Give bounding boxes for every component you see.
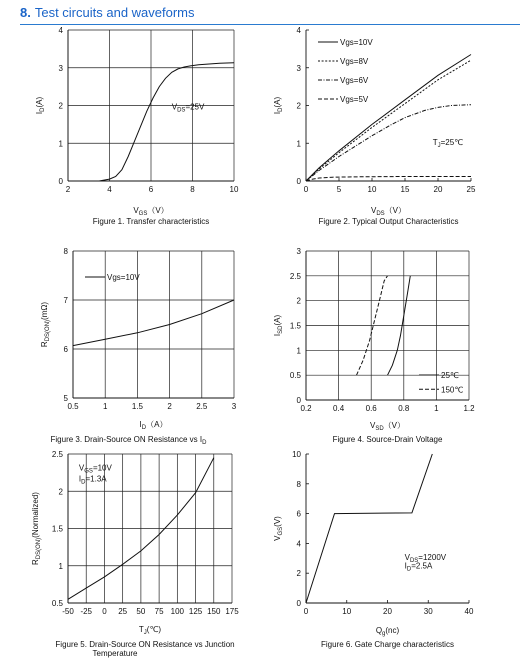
annotation-label: $I_D=2.5A$ bbox=[404, 561, 433, 573]
y-tick-label: 1 bbox=[58, 139, 63, 149]
x-tick-label: 10 bbox=[342, 607, 352, 616]
x-tick-label: 0.6 bbox=[365, 404, 377, 413]
x-tick-label: 5 bbox=[336, 185, 342, 194]
y-tick-label: 1 bbox=[296, 346, 301, 356]
x-tick-label: 1 bbox=[102, 402, 108, 411]
y-tick-label: 4 bbox=[296, 26, 301, 35]
annotation-label: $T_J=25℃$ bbox=[432, 138, 464, 150]
x-tick-label: -50 bbox=[62, 607, 74, 616]
figure-caption: Figure 2. Typical Output Characteristics bbox=[318, 217, 459, 226]
legend-label: Vgs=6V bbox=[340, 76, 369, 85]
series-line-4 bbox=[306, 177, 471, 182]
series-line-1 bbox=[73, 300, 234, 346]
x-tick-label: 6 bbox=[148, 185, 154, 194]
series-line-1 bbox=[306, 55, 471, 182]
section-number: 8. bbox=[20, 5, 31, 20]
x-axis-label: $Q_g(nc)$ bbox=[375, 626, 400, 637]
chart-2 bbox=[273, 26, 476, 226]
x-axis-label: $V_{SD}(V)$ bbox=[369, 421, 406, 432]
y-tick-label: 0 bbox=[296, 396, 301, 405]
x-tick-label: -25 bbox=[80, 607, 93, 616]
figure-caption: Figure 3. Drain-Source ON Resistance vs $I_D$ bbox=[50, 435, 207, 446]
x-tick-label: 175 bbox=[225, 607, 239, 616]
y-tick-label: 0.5 bbox=[51, 599, 63, 608]
y-tick-label: 3 bbox=[296, 63, 301, 73]
y-tick-label: 6 bbox=[63, 345, 68, 354]
y-tick-label: 4 bbox=[296, 539, 301, 549]
x-tick-label: 125 bbox=[188, 607, 203, 616]
x-tick-label: 20 bbox=[383, 607, 392, 616]
legend-label: 25℃ bbox=[441, 371, 459, 380]
x-tick-label: 75 bbox=[154, 607, 164, 616]
chart-4 bbox=[273, 247, 475, 444]
chart-5 bbox=[31, 450, 239, 658]
y-tick-label: 1.5 bbox=[51, 524, 63, 534]
x-tick-label: 4 bbox=[107, 185, 112, 194]
legend-label: Vgs=10V bbox=[340, 38, 373, 47]
x-tick-label: 15 bbox=[400, 185, 410, 194]
x-tick-label: 0.5 bbox=[67, 402, 79, 411]
y-axis-label: $R_{DS(ON)}(Normalized)$ bbox=[31, 492, 42, 565]
legend-label: Vgs=10V bbox=[107, 273, 140, 282]
section-title: Test circuits and waveforms bbox=[34, 5, 195, 20]
y-axis-label: $I_{SD}(A)$ bbox=[273, 314, 284, 337]
y-axis-label: $V_{GS}(V)$ bbox=[273, 516, 284, 541]
x-tick-label: 40 bbox=[464, 607, 474, 616]
legend-label: Vgs=8V bbox=[340, 57, 369, 66]
y-tick-label: 7 bbox=[63, 296, 68, 305]
y-axis-label: $R_{DS(ON)}(m\Omega)$ bbox=[40, 301, 51, 348]
y-tick-label: 1 bbox=[58, 561, 63, 571]
x-tick-label: 3 bbox=[231, 402, 237, 411]
x-tick-label: 30 bbox=[423, 607, 433, 616]
y-tick-label: 0 bbox=[296, 599, 301, 608]
annotation-label: $V_{GS}=10V$ bbox=[78, 463, 112, 475]
x-tick-label: 50 bbox=[136, 607, 146, 616]
x-tick-label: 0 bbox=[102, 607, 107, 616]
chart-1 bbox=[35, 26, 239, 226]
x-tick-label: 10 bbox=[367, 185, 377, 194]
y-tick-label: 3 bbox=[296, 247, 301, 256]
x-tick-label: 2 bbox=[65, 185, 71, 194]
y-tick-label: 5 bbox=[63, 394, 68, 403]
x-tick-label: 25 bbox=[466, 185, 476, 194]
chart-3 bbox=[40, 247, 237, 446]
y-tick-label: 1 bbox=[296, 139, 301, 149]
annotation-label: $V_{DS}=1200V$ bbox=[404, 552, 447, 564]
y-tick-label: 1.5 bbox=[289, 321, 301, 331]
y-tick-label: 2 bbox=[296, 569, 301, 579]
figure-caption: Figure 4. Source-Drain Voltage bbox=[332, 435, 443, 444]
y-tick-label: 2 bbox=[58, 101, 63, 111]
x-tick-label: 0 bbox=[303, 607, 309, 616]
x-tick-label: 1.2 bbox=[463, 404, 475, 413]
y-tick-label: 0 bbox=[296, 177, 301, 186]
y-tick-label: 10 bbox=[292, 450, 301, 459]
y-tick-label: 0 bbox=[58, 177, 63, 186]
chart-6 bbox=[273, 450, 474, 649]
x-tick-label: 0.2 bbox=[300, 404, 312, 413]
series-line-1 bbox=[306, 454, 432, 603]
x-tick-label: 1.5 bbox=[131, 402, 143, 411]
figure-caption: Figure 5. Drain-Source ON Resistance vs Junction bbox=[55, 640, 235, 649]
y-tick-label: 2 bbox=[296, 101, 301, 111]
y-axis-label: $I_D(A)$ bbox=[273, 96, 284, 115]
x-axis-label: $V_{DS}(V)$ bbox=[370, 206, 407, 217]
figure-caption: Figure 6. Gate Charge characteristics bbox=[321, 640, 454, 649]
series-line-2 bbox=[306, 60, 471, 181]
x-tick-label: 0.4 bbox=[333, 404, 345, 413]
x-tick-label: 2 bbox=[167, 402, 172, 411]
y-tick-label: 8 bbox=[296, 479, 301, 489]
x-axis-label: $T_J(℃)$ bbox=[138, 625, 162, 636]
y-tick-label: 2 bbox=[296, 296, 301, 306]
y-tick-label: 8 bbox=[63, 247, 68, 256]
figure-caption: Figure 1. Transfer characteristics bbox=[92, 217, 210, 226]
y-tick-label: 0.5 bbox=[289, 371, 301, 381]
x-tick-label: 2.5 bbox=[196, 402, 208, 411]
x-tick-label: 10 bbox=[229, 185, 239, 194]
legend-label: Vgs=5V bbox=[340, 95, 369, 104]
y-tick-label: 2.5 bbox=[289, 271, 301, 281]
series-line-1 bbox=[99, 63, 234, 181]
y-axis-label: $I_D(A)$ bbox=[35, 96, 46, 115]
y-tick-label: 3 bbox=[58, 63, 63, 73]
y-tick-label: 2.5 bbox=[51, 450, 63, 459]
y-tick-label: 6 bbox=[296, 509, 301, 519]
x-tick-label: 0.8 bbox=[398, 404, 410, 413]
y-tick-label: 4 bbox=[58, 26, 63, 35]
y-tick-label: 2 bbox=[58, 487, 63, 497]
x-tick-label: 8 bbox=[190, 185, 195, 194]
x-axis-label: $V_{GS}(V)$ bbox=[133, 206, 169, 217]
annotation-label: $I_D=1.3A$ bbox=[78, 474, 107, 486]
figure-caption-line2: Temperature bbox=[92, 649, 138, 658]
x-tick-label: 150 bbox=[207, 607, 221, 616]
x-tick-label: 1 bbox=[434, 404, 439, 413]
x-axis-label: $I_D(A)$ bbox=[139, 420, 168, 431]
x-tick-label: 100 bbox=[170, 607, 185, 616]
x-tick-label: 20 bbox=[433, 185, 443, 194]
x-tick-label: 25 bbox=[118, 607, 128, 616]
x-tick-label: 0 bbox=[303, 185, 309, 194]
annotation-label: $V_{DS}=25V$ bbox=[171, 102, 205, 114]
legend-label: 150℃ bbox=[441, 385, 464, 395]
